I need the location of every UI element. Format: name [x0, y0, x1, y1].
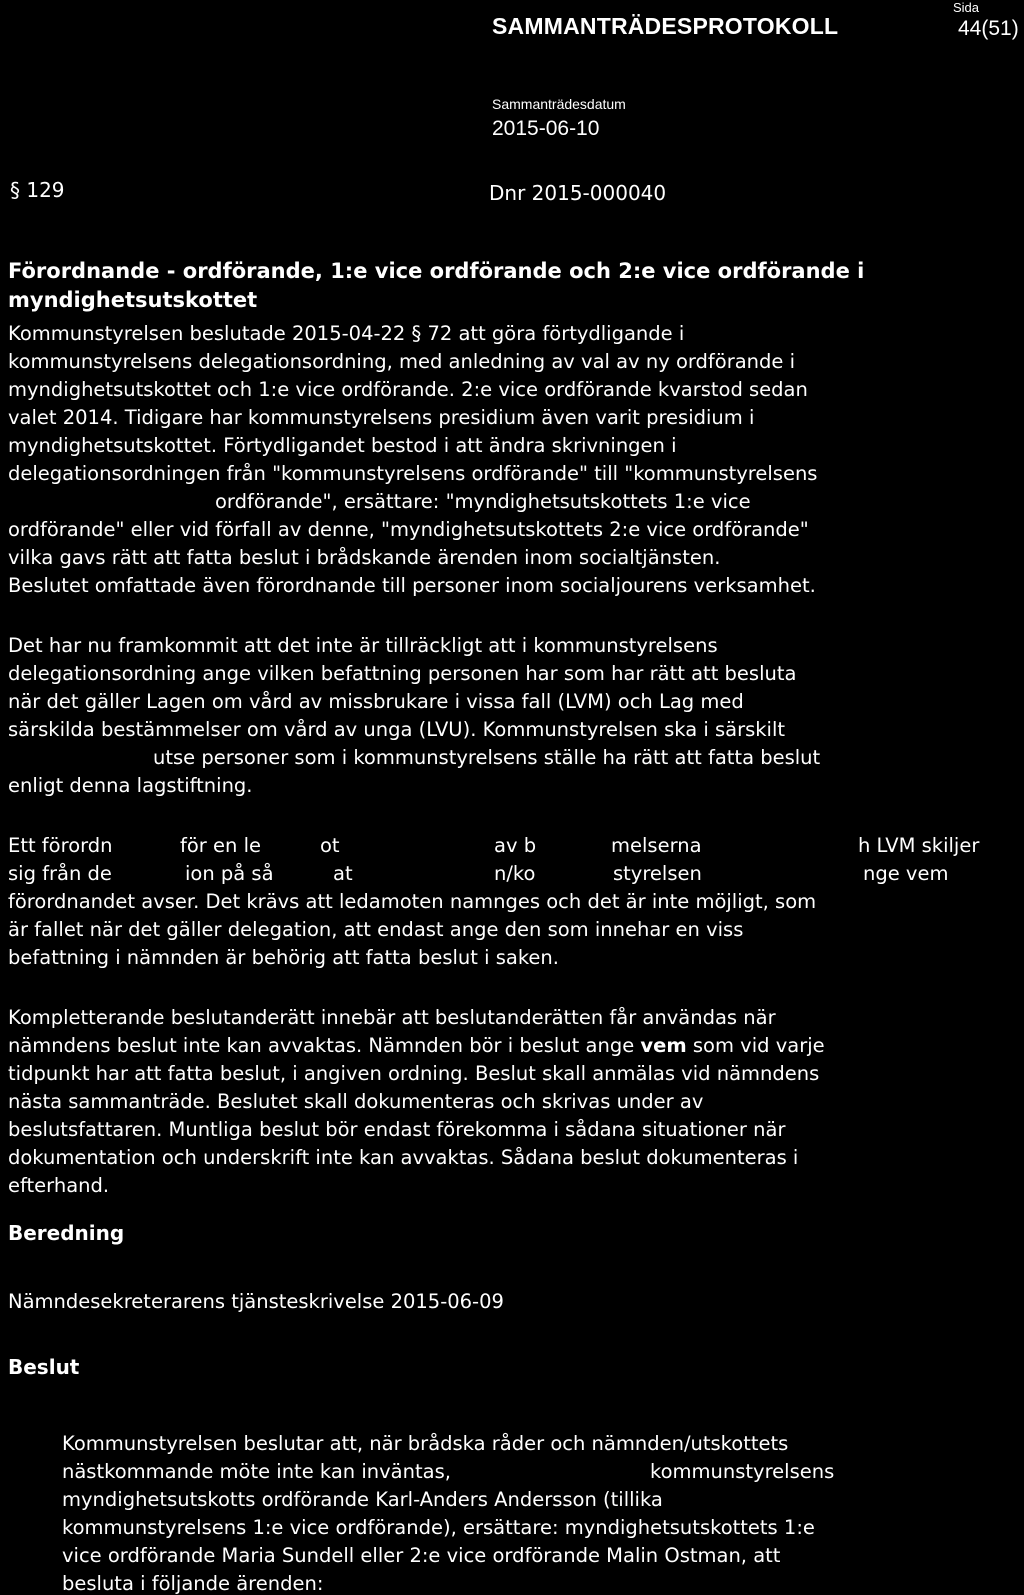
- body-fragment: för en le: [180, 834, 261, 857]
- body-fragment: n/ko: [494, 862, 536, 885]
- body-line: myndighetsutskottet och 1:e vice ordförande. 2:e vice ordförande kvarstod sedan: [8, 378, 808, 401]
- body-line: myndighetsutskottet. Förtydligandet bestod i att ändra skrivningen i: [8, 434, 677, 457]
- body-line: dokumentation och underskrift inte kan avvaktas. Sådana beslut dokumenteras i: [8, 1146, 799, 1169]
- item-heading-line: myndighetsutskottet: [8, 288, 258, 312]
- body-line: Kompletterande beslutanderätt innebär att beslutanderätten får användas när: [8, 1006, 776, 1029]
- decision-line: Kommunstyrelsen beslutar att, när brådska råder och nämnden/utskottets: [62, 1432, 789, 1455]
- body-line: [8, 1034, 825, 1057]
- body-line: efterhand.: [8, 1174, 110, 1197]
- body-fragment: nge vem: [863, 862, 949, 885]
- decision-line: nästkommande möte inte kan inväntas,: [62, 1460, 451, 1483]
- page-number: 44(51): [958, 17, 1019, 40]
- emphasis-text: vem: [640, 1034, 687, 1057]
- body-fragment: av b: [494, 834, 537, 857]
- case-number: Dnr 2015-000040: [489, 181, 667, 205]
- body-line: ordförande", ersättare: "myndighetsutskottets 1:e vice: [215, 490, 751, 513]
- decision-line: besluta i följande ärenden:: [62, 1572, 324, 1595]
- body-line: när det gäller Lagen om vård av missbrukare i vissa fall (LVM) och Lag med: [8, 690, 744, 713]
- body-line: befattning i nämnden är behörig att fatta beslut i saken.: [8, 946, 559, 969]
- body-line: särskilda bestämmelser om vård av unga (LVU). Kommunstyrelsen ska i särskilt: [8, 718, 786, 741]
- meeting-date-label: Sammanträdesdatum: [492, 96, 626, 112]
- body-line: Beslutet omfattade även förordnande till personer inom socialjourens verksamhet.: [8, 574, 816, 597]
- item-heading-line: Förordnande - ordförande, 1:e vice ordförande och 2:e vice ordförande i: [8, 259, 865, 283]
- document-title: SAMMANTRÄDESPROTOKOLL: [492, 13, 839, 39]
- body-fragment: melserna: [611, 834, 702, 857]
- body-line: enligt denna lagstiftning.: [8, 774, 253, 797]
- body-line: utse personer som i kommunstyrelsens ställe ha rätt att fatta beslut: [153, 746, 821, 769]
- body-fragment: Ett förordn: [8, 834, 113, 857]
- meeting-date: 2015-06-10: [492, 117, 600, 140]
- body-line: ordförande" eller vid förfall av denne, "myndighetsutskottets 2:e vice ordförande": [8, 518, 809, 541]
- body-fragment: ot: [320, 834, 340, 857]
- decision-line: kommunstyrelsens 1:e vice ordförande), ersättare: myndighetsutskottets 1:e: [62, 1516, 815, 1539]
- body-line: Nämndesekreterarens tjänsteskrivelse 2015-06-09: [8, 1290, 504, 1313]
- body-fragment: at: [333, 862, 353, 885]
- section-title-beredning: Beredning: [8, 1221, 125, 1245]
- body-fragment: styrelsen: [613, 862, 702, 885]
- body-line: förordnandet avser. Det krävs att ledamoten namnges och det är inte möjligt, som: [8, 890, 817, 913]
- body-line: är fallet när det gäller delegation, att endast ange den som innehar en viss: [8, 918, 744, 941]
- body-fragment: h LVM skiljer: [858, 834, 980, 857]
- body-line: delegationsordning ange vilken befattning personen har som har rätt att besluta: [8, 662, 797, 685]
- body-line: kommunstyrelsens delegationsordning, med anledning av val av ny ordförande i: [8, 350, 796, 373]
- page-label: Sida: [953, 0, 980, 15]
- paragraph-number: § 129: [10, 178, 65, 202]
- decision-line: vice ordförande Maria Sundell eller 2:e vice ordförande Malin Ostman, att: [62, 1544, 781, 1567]
- body-line: nästa sammanträde. Beslutet skall dokumenteras och skrivas under av: [8, 1090, 704, 1113]
- body-fragment: sig från de: [8, 862, 112, 885]
- body-line: valet 2014. Tidigare har kommunstyrelsens presidium även varit presidium i: [8, 406, 755, 429]
- body-text: som vid varje: [692, 1034, 825, 1057]
- section-title-beslut: Beslut: [8, 1355, 80, 1379]
- body-line: tidpunkt har att fatta beslut, i angiven ordning. Beslut skall anmälas vid nämndens: [8, 1062, 820, 1085]
- body-line: beslutsfattaren. Muntliga beslut bör endast förekomma i sådana situationer när: [8, 1118, 786, 1141]
- item-heading: [8, 257, 864, 315]
- decision-line: kommunstyrelsens: [650, 1460, 835, 1483]
- body-line: Det har nu framkommit att det inte är tillräckligt att i kommunstyrelsens: [8, 634, 718, 657]
- body-line: Kommunstyrelsen beslutade 2015-04-22 § 72 att göra förtydligande i: [8, 322, 685, 345]
- body-fragment: ion på så: [185, 862, 274, 885]
- decision-line: myndighetsutskotts ordförande Karl-Anders Andersson (tillika: [62, 1488, 663, 1511]
- body-line: vilka gavs rätt att fatta beslut i brådskande ärenden inom socialtjänsten.: [8, 546, 721, 569]
- body-line: delegationsordningen från "kommunstyrelsens ordförande" till "kommunstyrelsens: [8, 462, 818, 485]
- body-text: nämndens beslut inte kan avvaktas. Nämnden bör i beslut ange: [8, 1034, 635, 1057]
